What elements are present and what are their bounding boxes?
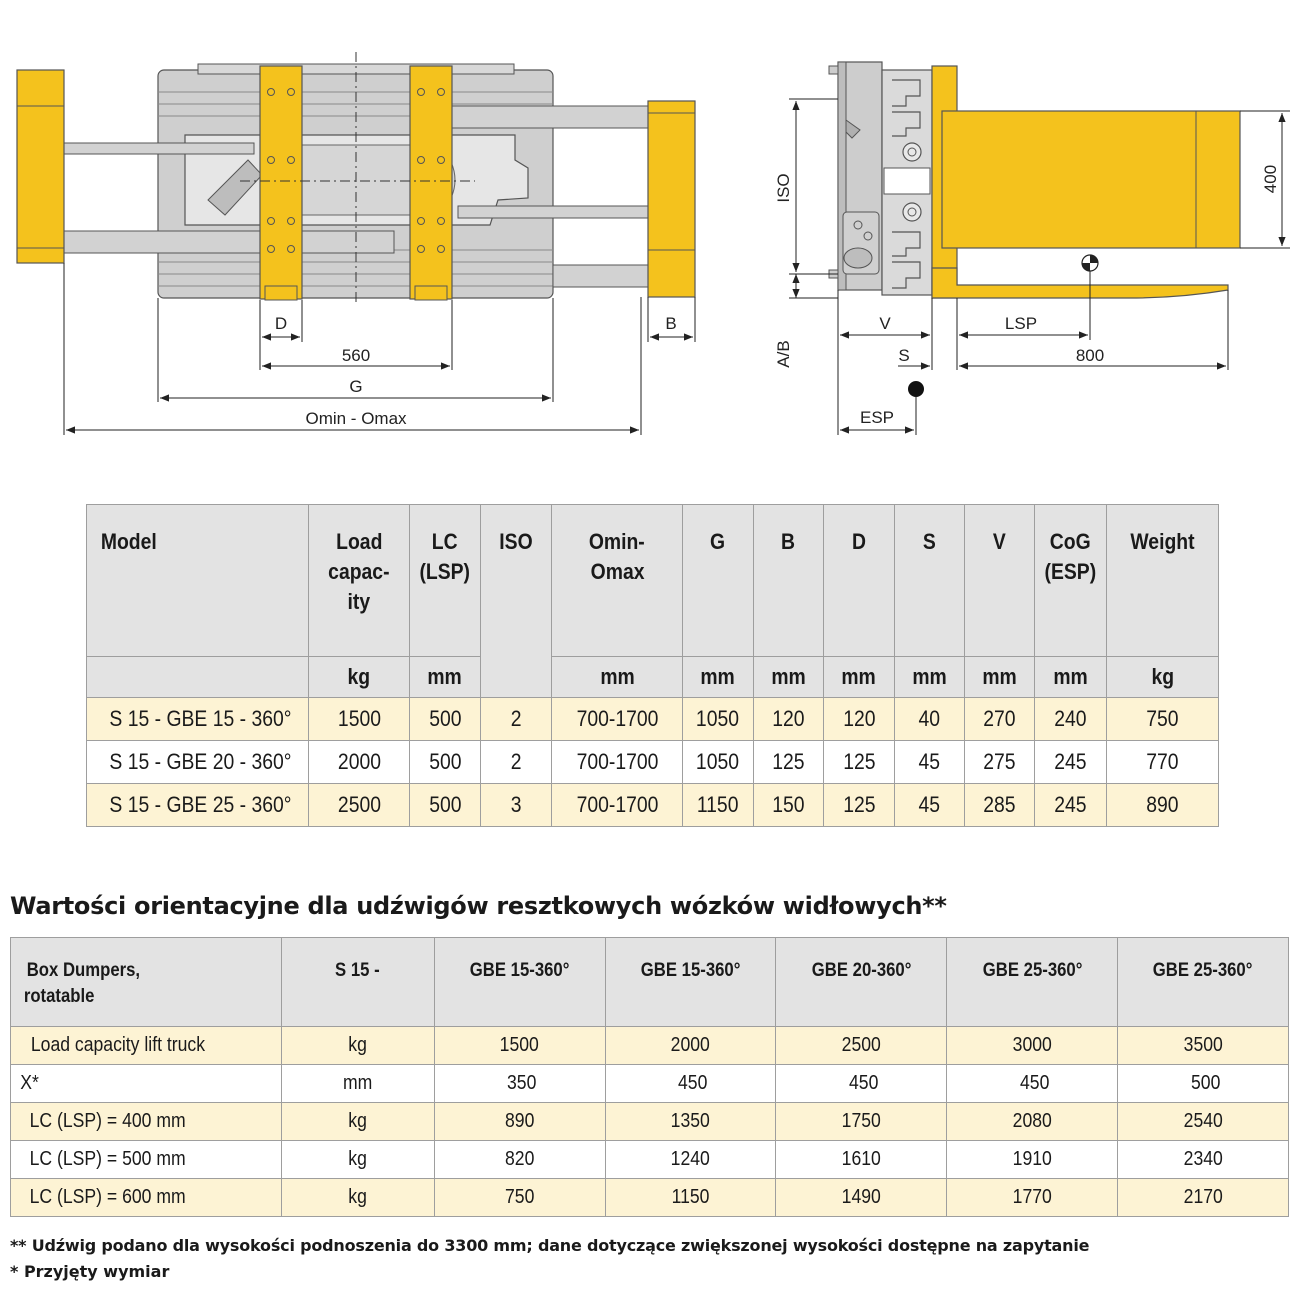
footnote-assumed-dimension: * Przyjęty wymiar [10, 1262, 170, 1281]
table-row [87, 784, 1219, 827]
table-row [87, 741, 1219, 784]
cell-d: 120 [823, 698, 894, 741]
row-unit: kg [281, 1027, 434, 1065]
header-b: B [753, 505, 823, 657]
dim-label-d: D [274, 314, 288, 333]
spec-table [86, 504, 1219, 827]
row-unit: mm [281, 1065, 434, 1103]
header-s15: S 15 - [281, 938, 434, 1027]
row-value: 2540 [1118, 1103, 1289, 1141]
row-value: 1500 [434, 1027, 605, 1065]
row-value: 450 [605, 1065, 776, 1103]
row-value: 1910 [947, 1141, 1118, 1179]
cell-cog: 245 [1035, 741, 1107, 784]
row-value: 2340 [1118, 1141, 1289, 1179]
dim-label-lsp: LSP [1004, 314, 1038, 333]
cell-iso: 2 [480, 741, 551, 784]
row-label: LC (LSP) = 600 mm [11, 1179, 282, 1217]
header-load-capacity: Load capac- ity [308, 505, 409, 657]
dim-label-560: 560 [341, 346, 371, 365]
dim-label-omin-omax: Omin - Omax [305, 409, 407, 428]
right-lower-rod [553, 265, 648, 287]
row-label: Load capacity lift truck [11, 1027, 282, 1065]
unit-load: kg [308, 657, 409, 698]
fork-blade [932, 268, 1228, 298]
table-row [87, 698, 1219, 741]
cell-b: 120 [753, 698, 823, 741]
upper-rod [64, 143, 254, 154]
dim-label-b: B [665, 314, 677, 333]
cog-marker [1082, 255, 1098, 271]
row-value: 2170 [1118, 1179, 1289, 1217]
unit-v: mm [964, 657, 1034, 698]
cell-load: 1500 [308, 698, 409, 741]
unit-weight: kg [1106, 657, 1218, 698]
cell-g: 1050 [683, 741, 754, 784]
unit-d: mm [823, 657, 894, 698]
cell-b: 125 [753, 741, 823, 784]
cell-model: S 15 - GBE 25 - 360° [87, 784, 309, 827]
cell-weight: 750 [1106, 698, 1218, 741]
table-row [11, 1179, 1289, 1217]
row-value: 2080 [947, 1103, 1118, 1141]
cell-cog: 240 [1035, 698, 1107, 741]
unit-s: mm [894, 657, 964, 698]
header-col-4: GBE 20-360° [776, 938, 947, 1027]
cell-weight: 890 [1106, 784, 1218, 827]
header-weight: Weight [1106, 505, 1218, 657]
header-box-dumpers: Box Dumpers, rotatable [11, 938, 282, 1027]
cell-d: 125 [823, 741, 894, 784]
row-unit: kg [281, 1103, 434, 1141]
cell-lc: 500 [410, 784, 481, 827]
cell-s: 45 [894, 784, 964, 827]
residual-capacity-table [10, 937, 1289, 1217]
cell-omin: 700-1700 [552, 698, 683, 741]
row-label: LC (LSP) = 400 mm [11, 1103, 282, 1141]
cell-model: S 15 - GBE 15 - 360° [87, 698, 309, 741]
cell-s: 40 [894, 698, 964, 741]
right-clamp-arm [648, 101, 695, 297]
row-value: 1770 [947, 1179, 1118, 1217]
header-col-3: GBE 15-360° [605, 938, 776, 1027]
row-value: 500 [1118, 1065, 1289, 1103]
cell-load: 2500 [308, 784, 409, 827]
footnote-lift-height: ** Udźwig podano dla wysokości podnoszenia do 3300 mm; dane dotyczące zwiększonej wysokości dostępne na zapytanie [10, 1236, 1090, 1255]
table-row [11, 1027, 1289, 1065]
section-title: Wartości orientacyjne dla udźwigów resztkowych wózków widłowych** [10, 892, 947, 920]
row-value: 450 [776, 1065, 947, 1103]
row-unit: kg [281, 1141, 434, 1179]
header-d: D [823, 505, 894, 657]
left-fork-carrier [260, 66, 302, 299]
dim-label-800: 800 [1075, 346, 1105, 365]
unit-b: mm [753, 657, 823, 698]
header-col-6: GBE 25-360° [1118, 938, 1289, 1027]
cell-omin: 700-1700 [552, 784, 683, 827]
cell-iso: 3 [480, 784, 551, 827]
row-value: 1610 [776, 1141, 947, 1179]
row-value: 890 [434, 1103, 605, 1141]
row-value: 3000 [947, 1027, 1118, 1065]
dim-label-esp: ESP [859, 408, 895, 427]
dim-label-g: G [349, 377, 363, 396]
row-unit: kg [281, 1179, 434, 1217]
unit-model [87, 657, 309, 698]
esp-point [908, 381, 924, 397]
side-view [829, 62, 1240, 397]
cell-omin: 700-1700 [552, 741, 683, 784]
cell-v: 275 [964, 741, 1034, 784]
dim-label-ab: A/B [774, 340, 793, 368]
table-row [11, 1141, 1289, 1179]
cell-g: 1150 [683, 784, 754, 827]
cell-cog: 245 [1035, 784, 1107, 827]
cell-d: 125 [823, 784, 894, 827]
cell-lc: 500 [410, 698, 481, 741]
cell-load: 2000 [308, 741, 409, 784]
row-value: 1750 [776, 1103, 947, 1141]
unit-cog: mm [1035, 657, 1107, 698]
header-col-2: GBE 15-360° [434, 938, 605, 1027]
left-clamp-arm [17, 70, 64, 263]
cell-v: 285 [964, 784, 1034, 827]
right-fork-carrier [410, 66, 452, 299]
unit-omin: mm [552, 657, 683, 698]
row-value: 450 [947, 1065, 1118, 1103]
dim-label-iso: ISO [774, 173, 793, 203]
table-row [11, 1103, 1289, 1141]
header-lc-lsp: LC (LSP) [410, 505, 481, 657]
header-iso: ISO [480, 505, 551, 698]
row-value: 820 [434, 1141, 605, 1179]
dim-label-v: V [879, 314, 891, 333]
header-col-5: GBE 25-360° [947, 938, 1118, 1027]
header-g: G [683, 505, 754, 657]
header-cog-esp: CoG (ESP) [1035, 505, 1107, 657]
cell-s: 45 [894, 741, 964, 784]
row-value: 1150 [605, 1179, 776, 1217]
row-value: 1350 [605, 1103, 776, 1141]
row-label: X* [11, 1065, 282, 1103]
header-v: V [964, 505, 1034, 657]
row-value: 1490 [776, 1179, 947, 1217]
cell-iso: 2 [480, 698, 551, 741]
row-value: 3500 [1118, 1027, 1289, 1065]
spec-unit-row [87, 657, 1219, 698]
lower-rod [64, 231, 394, 253]
dim-label-400: 400 [1261, 164, 1280, 194]
cell-v: 270 [964, 698, 1034, 741]
header-omin-omax: Omin- Omax [552, 505, 683, 657]
right-mid-rod [458, 206, 648, 218]
technical-drawing [0, 0, 1300, 470]
row-label: LC (LSP) = 500 mm [11, 1141, 282, 1179]
cell-weight: 770 [1106, 741, 1218, 784]
unit-g: mm [683, 657, 754, 698]
row-value: 350 [434, 1065, 605, 1103]
table-row [11, 1065, 1289, 1103]
cell-model: S 15 - GBE 20 - 360° [87, 741, 309, 784]
cell-lc: 500 [410, 741, 481, 784]
capacity-header-row [11, 938, 1289, 1027]
row-value: 2000 [605, 1027, 776, 1065]
dim-label-s: S [898, 346, 910, 365]
cell-g: 1050 [683, 698, 754, 741]
right-upper-rod [450, 106, 648, 128]
spec-header-row [87, 505, 1219, 657]
row-value: 750 [434, 1179, 605, 1217]
front-view [17, 52, 695, 305]
header-model: Model [87, 505, 309, 657]
cell-b: 150 [753, 784, 823, 827]
clamp-body [942, 111, 1240, 248]
unit-lc: mm [410, 657, 481, 698]
row-value: 1240 [605, 1141, 776, 1179]
row-value: 2500 [776, 1027, 947, 1065]
header-s: S [894, 505, 964, 657]
